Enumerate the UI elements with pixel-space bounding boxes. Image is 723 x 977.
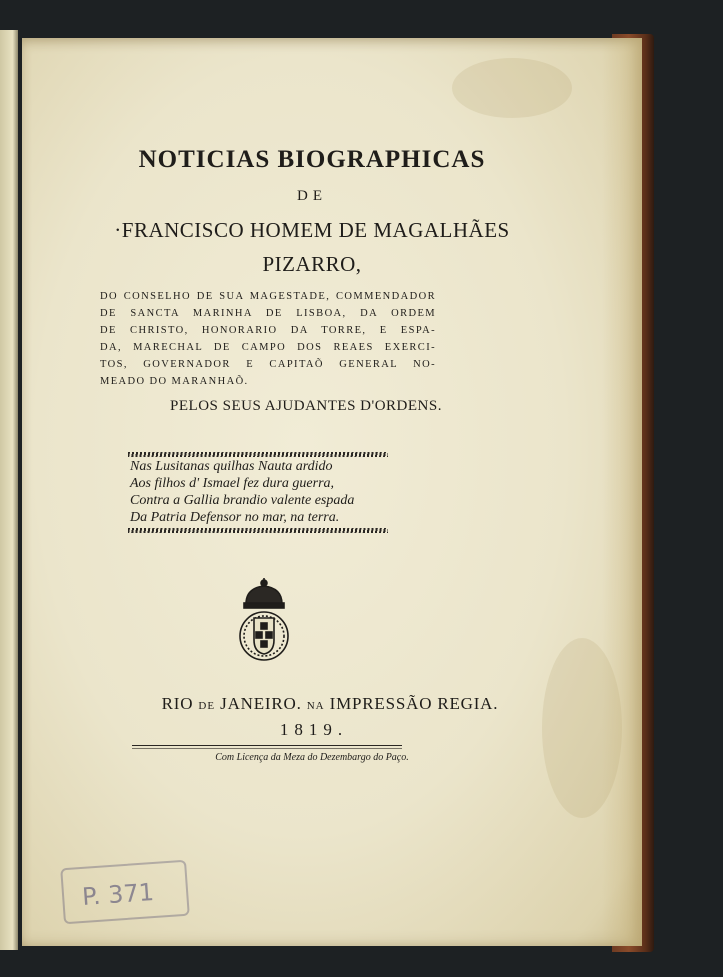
page-edge-shading — [602, 38, 642, 946]
imprint-rule — [132, 745, 402, 746]
book-title: NOTICIAS BIOGRAPHICAS — [138, 146, 486, 173]
subject-name-line-2: PIZARRO, — [262, 252, 362, 276]
royal-coat-of-arms-icon — [232, 578, 296, 662]
title-connector: DE — [297, 188, 327, 204]
epigraph — [130, 458, 354, 526]
title-page — [22, 38, 642, 946]
description-line: DO CONSELHO DE SUA MAGESTADE, COMMENDADOR — [100, 291, 436, 302]
imprint-city: JANEIRO. — [220, 694, 302, 713]
description-line: DE SANCTA MARINHA DE LISBOA, DA ORDEM — [100, 308, 436, 319]
description-line: MEADO DO MARANHAÕ. — [100, 376, 249, 387]
imprint-preposition: DE — [198, 700, 216, 712]
epigraph-line: Aos filhos d' Ismael fez dura guerra, — [130, 476, 335, 491]
epigraph-line: Nas Lusitanas quilhas Nauta ardido — [130, 459, 333, 474]
epigraph-line: Da Patria Defensor no mar, na terra. — [130, 510, 340, 525]
imprint-printer: IMPRESSÃO REGIA. — [329, 694, 499, 713]
publication-year: 1819. — [279, 720, 349, 739]
paper-stain — [452, 58, 572, 118]
imprint-line — [20, 694, 640, 714]
authors-line: PELOS SEUS AJUDANTES D'ORDENS. — [170, 398, 442, 414]
description-line: DE CHRISTO, HONORARIO DA TORRE, E ESPA- — [100, 325, 436, 336]
imprint-preposition: NA — [306, 700, 325, 712]
subject-description — [100, 288, 436, 390]
library-stamp: P. 371 — [60, 860, 190, 925]
license-line: Com Licença da Meza do Dezembargo do Paço. — [215, 752, 409, 763]
description-line: TOS, GOVERNADOR E CAPITAÕ GENERAL NO- — [100, 359, 436, 370]
imprint-city: RIO — [161, 694, 194, 713]
description-line: DA, MARECHAL DE CAMPO DOS REAES EXERCI- — [100, 342, 436, 353]
ornamental-rule-bottom — [128, 528, 388, 533]
subject-name-line-1: ·FRANCISCO HOMEM DE MAGALHÃES — [114, 218, 510, 242]
epigraph-line: Contra a Gallia brandio valente espada — [130, 493, 355, 508]
ornamental-rule-top — [128, 452, 388, 457]
